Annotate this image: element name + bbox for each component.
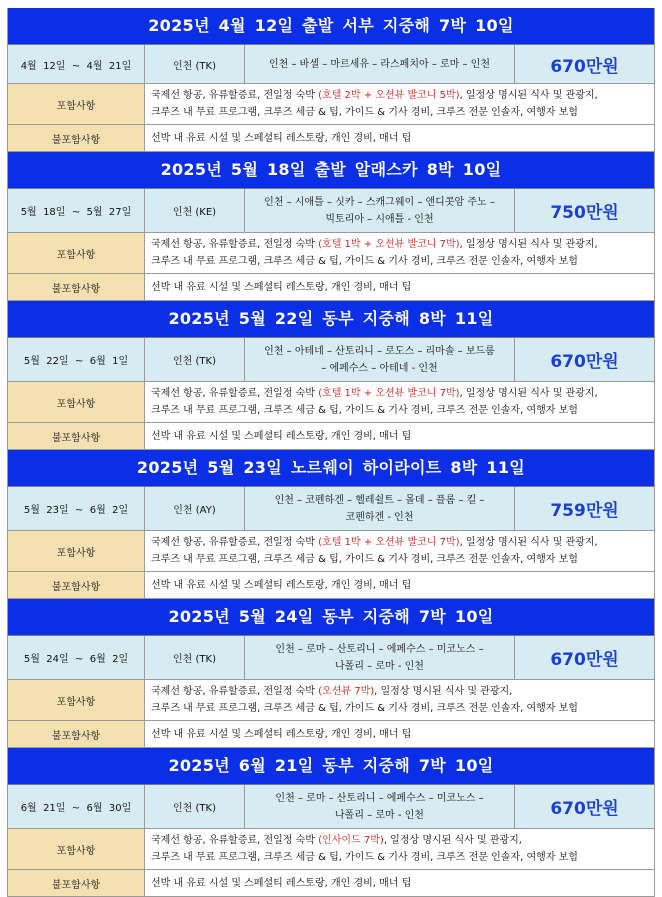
included-text: , 일정상 명시된 식사 및 관광지,: [374, 686, 513, 697]
included-label: 포함사항: [8, 233, 145, 273]
included-row: [8, 84, 654, 125]
tour-info-row: [8, 785, 654, 829]
tour-price: 670만원: [515, 338, 654, 381]
included-text: 국제선 항공, 유류할증료, 전일정 숙박: [151, 686, 319, 697]
accommodation-highlight: (호텔 2박 + 오션뷰 발코니 5박): [318, 90, 460, 101]
tour-block: [7, 748, 655, 897]
route-line-1: 인천 – 로마 – 산토리니 – 에페수스 – 미코노스 –: [275, 792, 484, 804]
departure-airline: 인천 (TK): [145, 785, 245, 828]
accommodation-highlight: (호텔 1박 + 오션뷰 발코니 7박): [318, 239, 460, 250]
route-line-1: 인천 – 로마 – 산토리니 – 에페수스 – 미코노스 –: [275, 643, 484, 655]
tour-block: [7, 599, 655, 748]
included-content: [145, 233, 654, 273]
excluded-row: [8, 423, 654, 450]
tour-dates: 5월 18일 ~ 5월 27일: [8, 189, 145, 232]
excluded-row: [8, 870, 654, 897]
excluded-label: 불포함사항: [8, 572, 145, 598]
route-line-1: 인천 – 코펜하겐 – 헬레쉴트 – 몰데 – 플롬 – 킬 –: [274, 494, 485, 506]
included-row: [8, 829, 654, 870]
included-row: [8, 680, 654, 721]
tour-title: 2025년 5월 24일 동부 지중해 7박 10일: [8, 599, 654, 636]
tour-route: [245, 785, 515, 828]
tour-title: 2025년 5월 18일 출발 알래스카 8박 10일: [8, 152, 654, 189]
tour-title: 2025년 5월 22일 동부 지중해 8박 11일: [8, 301, 654, 338]
included-label: 포함사항: [8, 382, 145, 422]
included-content: [145, 84, 654, 124]
tour-route: [245, 45, 515, 83]
tour-dates: 5월 24일 ~ 6월 2일: [8, 636, 145, 679]
route-line-1: 인천 – 바셀 – 마르세유 – 라스페치아 – 로마 – 인천: [268, 58, 490, 70]
included-text-line-2: 크루즈 내 무료 프로그램, 크루즈 세금 & 팁, 가이드 & 기사 경비, 크루즈 전문 인솔자, 여행자 보험: [151, 405, 578, 416]
excluded-label: 불포함사항: [8, 721, 145, 747]
included-label: 포함사항: [8, 531, 145, 571]
tour-dates: 4월 12일 ~ 4월 21일: [8, 45, 145, 83]
tour-price: 759만원: [515, 487, 654, 530]
included-text: 국제선 항공, 유류할증료, 전일정 숙박: [151, 388, 319, 399]
excluded-label: 불포함사항: [8, 423, 145, 449]
included-row: [8, 233, 654, 274]
departure-airline: 인천 (TK): [145, 45, 245, 83]
included-label: 포함사항: [8, 829, 145, 869]
tour-dates: 5월 22일 ~ 6월 1일: [8, 338, 145, 381]
tour-price: 670만원: [515, 636, 654, 679]
tour-info-row: [8, 487, 654, 531]
tour-info-row: [8, 189, 654, 233]
excluded-label: 불포함사항: [8, 870, 145, 896]
route-line-2: – 에페수스 – 아테네 - 인천: [321, 362, 438, 374]
included-label: 포함사항: [8, 680, 145, 720]
route-line-2: 코펜하겐 - 인천: [345, 511, 414, 523]
tour-price: 670만원: [515, 785, 654, 828]
included-text: , 일정상 명시된 식사 및 관광지,: [459, 90, 598, 101]
excluded-label: 불포함사항: [8, 274, 145, 300]
included-row: [8, 382, 654, 423]
included-text: , 일정상 명시된 식사 및 관광지,: [459, 537, 598, 548]
excluded-row: [8, 572, 654, 599]
tour-route: [245, 487, 515, 530]
excluded-content: 선박 내 유료 시설 및 스페셜티 레스토랑, 개인 경비, 매너 팁: [145, 274, 654, 300]
excluded-row: [8, 721, 654, 748]
accommodation-highlight: (호텔 1박 + 오션뷰 발코니 7박): [318, 388, 460, 399]
tour-block: [7, 450, 655, 599]
tour-dates: 6월 21일 ~ 6월 30일: [8, 785, 145, 828]
included-content: [145, 531, 654, 571]
tour-title: 2025년 5월 23일 노르웨이 하이라이트 8박 11일: [8, 450, 654, 487]
tour-route: [245, 636, 515, 679]
included-content: [145, 680, 654, 720]
excluded-content: 선박 내 유료 시설 및 스페셜티 레스토랑, 개인 경비, 매너 팁: [145, 721, 654, 747]
route-line-1: 인천 – 아테네 – 산토리니 – 로도스 – 리마솔 – 보드룸: [264, 345, 495, 357]
tour-price: 670만원: [515, 45, 654, 83]
tour-info-row: [8, 338, 654, 382]
excluded-label: 불포함사항: [8, 125, 145, 151]
included-content: [145, 829, 654, 869]
tour-block: [7, 8, 655, 152]
departure-airline: 인천 (TK): [145, 636, 245, 679]
excluded-content: 선박 내 유료 시설 및 스페셜티 레스토랑, 개인 경비, 매너 팁: [145, 870, 654, 896]
tour-route: [245, 338, 515, 381]
included-text: 국제선 항공, 유류할증료, 전일정 숙박: [151, 537, 319, 548]
route-line-2: 빅토리아 – 시애틀 - 인천: [325, 213, 434, 225]
tour-dates: 5월 23일 ~ 6월 2일: [8, 487, 145, 530]
departure-airline: 인천 (AY): [145, 487, 245, 530]
departure-airline: 인천 (KE): [145, 189, 245, 232]
tour-block: [7, 152, 655, 301]
tour-info-row: [8, 636, 654, 680]
included-text: 국제선 항공, 유류할증료, 전일정 숙박: [151, 239, 319, 250]
tour-title: 2025년 4월 12일 출발 서부 지중해 7박 10일: [8, 8, 654, 45]
route-line-2: 나폴리 – 로마 - 인천: [335, 809, 424, 821]
tour-table: [7, 8, 655, 897]
included-content: [145, 382, 654, 422]
included-row: [8, 531, 654, 572]
accommodation-highlight: (오션뷰 7박): [318, 686, 375, 697]
included-text-line-2: 크루즈 내 무료 프로그램, 크루즈 세금 & 팁, 가이드 & 기사 경비, 크루즈 전문 인솔자, 여행자 보험: [151, 256, 578, 267]
included-label: 포함사항: [8, 84, 145, 124]
included-text-line-2: 크루즈 내 무료 프로그램, 크루즈 세금 & 팁, 가이드 & 기사 경비, 크루즈 전문 인솔자, 여행자 보험: [151, 554, 578, 565]
route-line-2: 나폴리 – 로마 - 인천: [335, 660, 424, 672]
included-text: 국제선 항공, 유류할증료, 전일정 숙박: [151, 90, 319, 101]
included-text-line-2: 크루즈 내 무료 프로그램, 크루즈 세금 & 팁, 가이드 & 기사 경비, 크루즈 전문 인솔자, 여행자 보험: [151, 703, 578, 714]
excluded-content: 선박 내 유료 시설 및 스페셜티 레스토랑, 개인 경비, 매너 팁: [145, 572, 654, 598]
accommodation-highlight: (호텔 1박 + 오션뷰 발코니 7박): [318, 537, 460, 548]
tour-info-row: [8, 45, 654, 84]
departure-airline: 인천 (TK): [145, 338, 245, 381]
excluded-row: [8, 125, 654, 152]
excluded-content: 선박 내 유료 시설 및 스페셜티 레스토랑, 개인 경비, 매너 팁: [145, 423, 654, 449]
tour-price: 750만원: [515, 189, 654, 232]
excluded-row: [8, 274, 654, 301]
included-text: , 일정상 명시된 식사 및 관광지,: [459, 388, 598, 399]
tour-block: [7, 301, 655, 450]
included-text: , 일정상 명시된 식사 및 관광지,: [383, 835, 522, 846]
included-text-line-2: 크루즈 내 무료 프로그램, 크루즈 세금 & 팁, 가이드 & 기사 경비, 크루즈 전문 인솔자, 여행자 보험: [151, 107, 578, 118]
route-line-1: 인천 – 시애틀 – 싯카 – 스캐그웨이 – 앤디콧암 주노 –: [264, 196, 495, 208]
included-text: 국제선 항공, 유류할증료, 전일정 숙박: [151, 835, 319, 846]
included-text: , 일정상 명시된 식사 및 관광지,: [459, 239, 598, 250]
included-text-line-2: 크루즈 내 무료 프로그램, 크루즈 세금 & 팁, 가이드 & 기사 경비, 크루즈 전문 인솔자, 여행자 보험: [151, 852, 578, 863]
excluded-content: 선박 내 유료 시설 및 스페셜티 레스토랑, 개인 경비, 매너 팁: [145, 125, 654, 151]
tour-route: [245, 189, 515, 232]
accommodation-highlight: (인사이드 7박): [318, 835, 384, 846]
tour-title: 2025년 6월 21일 동부 지중해 7박 10일: [8, 748, 654, 785]
